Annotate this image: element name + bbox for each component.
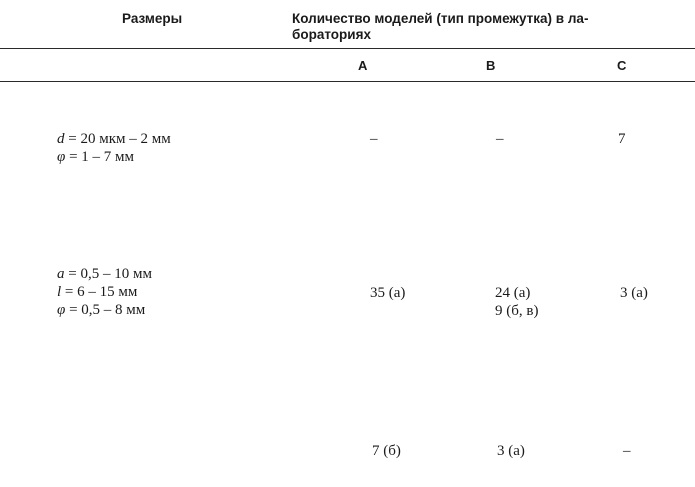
table-row-1-lab-a: –	[370, 131, 378, 147]
column-header-lab-a: A	[358, 58, 368, 73]
dimension-line	[57, 301, 152, 319]
column-header-lab-c: C	[617, 58, 627, 73]
table-row-2-sizes	[57, 265, 152, 319]
header-divider-top	[0, 48, 695, 49]
cell-value-line: 9 (б, в)	[495, 303, 539, 319]
dimension-line	[57, 130, 171, 148]
dimension-value: = 6 – 15 мм	[61, 284, 138, 300]
table-row-1-lab-b: –	[496, 131, 504, 147]
table-row-3-lab-a: 7 (б)	[372, 443, 401, 459]
table-row-3-lab-c: –	[623, 443, 631, 459]
cell-value-line: 24 (а)	[495, 285, 531, 301]
column-header-models-line2: бораториях	[292, 27, 371, 42]
dimension-symbol: φ	[57, 302, 66, 318]
column-header-models-line1: Количество моделей (тип промежутка) в ла-	[292, 11, 589, 26]
table-row-2-lab-c: 3 (а)	[620, 285, 648, 301]
dimension-line	[57, 148, 171, 166]
table-row-3-lab-b: 3 (а)	[497, 443, 525, 459]
dimension-symbol: d	[57, 131, 65, 147]
dimension-value: = 0,5 – 8 мм	[65, 302, 146, 318]
dimension-line	[57, 265, 152, 283]
header-divider-bottom	[0, 81, 695, 82]
dimension-value: = 0,5 – 10 мм	[64, 266, 152, 282]
dimension-line	[57, 283, 152, 301]
dimension-symbol: l	[57, 284, 62, 300]
column-header-sizes: Размеры	[122, 11, 183, 26]
column-header-lab-b: B	[486, 58, 496, 73]
dimension-symbol: φ	[57, 149, 66, 165]
dimension-symbol: a	[57, 266, 65, 282]
table-row-1-sizes	[57, 130, 171, 166]
table-row-1-lab-c: 7	[618, 131, 626, 147]
dimension-value: = 20 мкм – 2 мм	[64, 131, 171, 147]
dimension-value: = 1 – 7 мм	[65, 149, 135, 165]
table-row-2-lab-b	[495, 284, 538, 320]
table-row-2-lab-a: 35 (а)	[370, 285, 406, 301]
